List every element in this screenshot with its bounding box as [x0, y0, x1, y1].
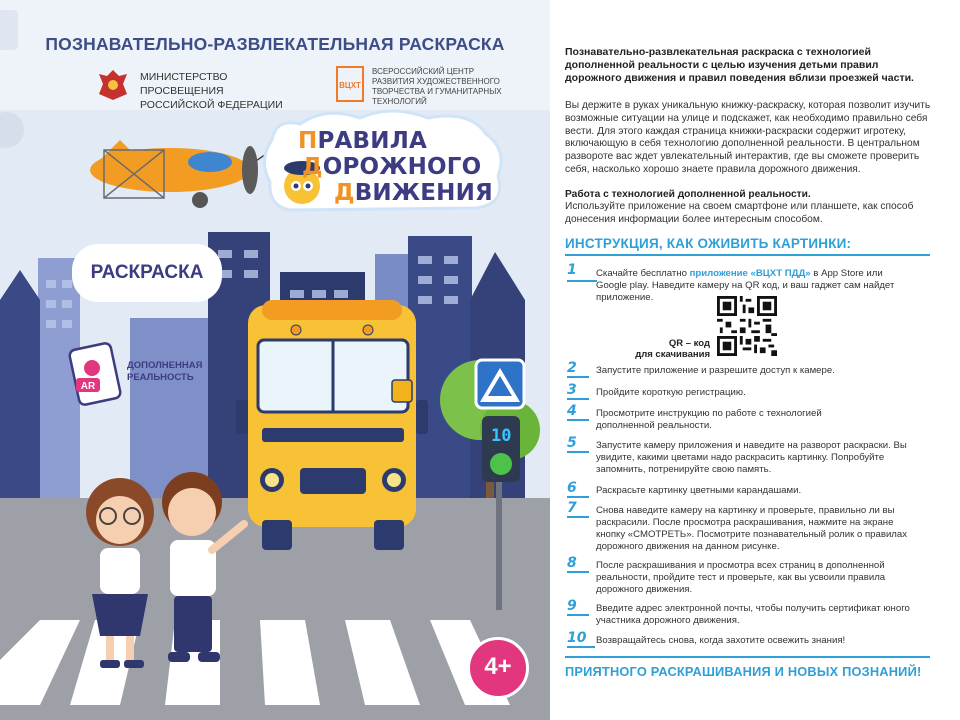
instructions-title: ИНСТРУКЦИЯ, КАК ОЖИВИТЬ КАРТИНКИ:	[565, 236, 852, 251]
qr-label-line: QR – код	[668, 338, 710, 349]
ar-label-line: ДОПОЛНЕННАЯ	[127, 360, 203, 371]
ar-label-line: РЕАЛЬНОСТЬ	[127, 372, 194, 383]
step-text-4: Просмотрите инструкцию по работе с технологией дополненной реальности.	[596, 408, 822, 431]
step-rule	[567, 419, 589, 421]
step-rule	[567, 451, 589, 453]
banner-first-letter: Д	[302, 154, 323, 180]
ministry-emblem-icon	[93, 66, 133, 104]
step-number: 5	[567, 435, 577, 451]
ar-icon	[72, 344, 124, 396]
step-text-8: После раскрашивания и просмотра всех страниц в дополненной реальности, пройдите тест и проверьте, как вы усвоили правила дорожного движения.	[596, 560, 886, 595]
step-number: 2	[567, 360, 577, 376]
step-rule	[567, 376, 589, 378]
bus	[236, 300, 428, 550]
center-name	[372, 67, 522, 107]
step-number: 8	[567, 555, 577, 571]
step-number: 10	[567, 630, 587, 646]
center-line: РАЗВИТИЯ ХУДОЖЕСТВЕННОГО	[372, 77, 500, 86]
instructions-page	[550, 0, 960, 720]
ministry-line: РОССИЙСКОЙ ФЕДЕРАЦИИ	[140, 99, 283, 111]
step-number: 6	[567, 480, 577, 496]
banner-rest-letters: ОРОЖНОГО	[322, 154, 482, 180]
banner-first-letter: П	[298, 128, 318, 154]
step-number: 4	[567, 403, 577, 419]
step-rule	[567, 398, 589, 400]
airplane-icon	[90, 140, 272, 208]
step-rule	[567, 646, 595, 648]
app-name: приложение «ВЦХТ ПДД»	[689, 268, 811, 279]
banner-title-line2	[302, 154, 502, 180]
banner-rest-letters: ВИЖЕНИЯ	[354, 180, 493, 206]
traffic-light-counter: 10	[491, 426, 512, 446]
step1-suffix: в App Store или Google play. Наведите камеру на QR код, и ваш гаджет сам найдет приложение.	[596, 268, 895, 303]
step-text-5: Запустите камеру приложения и наведите на разворот раскраски. Вы увидите, какими цветами надо раскрасить картинку. Попробуйте запомнить, потренируйте свою память.	[596, 440, 907, 475]
step-number: 1	[567, 262, 577, 278]
intro-title: Познавательно-развлекательная раскраска с технологией дополненной реальности с целью изучения детьми правил дорожного движения и правил поведения вблизи проезжей части.	[565, 46, 914, 84]
step-rule	[567, 280, 597, 282]
center-line: ВСЕРОССИЙСКИЙ ЦЕНТР	[372, 67, 475, 76]
step-rule	[567, 516, 589, 518]
ministry-name	[140, 70, 310, 112]
step-text-7: Снова наведите камеру на картинку и проверьте, правильно ли вы раскрасили. После просмотра раскрашивания, нажмите на экране кнопку «СМОТРЕТЬ». Посмотрите познавательный ролик о правилах дорожного движения на данном рисунке.	[596, 505, 908, 552]
step-rule	[567, 614, 589, 616]
banner-first-letter: Д	[334, 180, 355, 206]
decor-sign-icon	[0, 112, 24, 148]
building	[0, 270, 40, 498]
building	[130, 318, 220, 498]
step-number: 3	[567, 382, 577, 398]
ar-icon-text: AR	[80, 381, 96, 392]
qr-label-line: для скачивания	[635, 349, 710, 360]
step-text-9: Введите адрес электронной почты, чтобы получить сертификат юного участника дорожного движения.	[596, 603, 910, 626]
divider	[565, 656, 930, 658]
step-text-3: Пройдите короткую регистрацию.	[596, 387, 746, 398]
banner-rest-letters: РАВИЛА	[317, 128, 427, 154]
divider	[565, 254, 930, 256]
vtsht-logo-icon	[336, 66, 364, 102]
vtsht-logo-text: ВЦХТ	[339, 81, 361, 90]
step-number: 9	[567, 598, 577, 614]
ar-body: Используйте приложение на своем смартфоне или планшете, как способ донесения информации более интересным способом.	[565, 201, 914, 225]
step-text-10: Возвращайтесь снова, когда захотите освежить знания!	[596, 635, 846, 646]
ministry-line: МИНИСТЕРСТВО ПРОСВЕЩЕНИЯ	[140, 71, 228, 97]
step1-prefix: Скачайте бесплатно	[596, 268, 690, 279]
ar-label	[127, 360, 217, 384]
center-line: ТВОРЧЕСТВА И ГУМАНИТАРНЫХ	[372, 87, 502, 96]
step-rule	[567, 496, 589, 498]
cover-title: ПОЗНАВАТЕЛЬНО-РАЗВЛЕКАТЕЛЬНАЯ РАСКРАСКА	[45, 34, 505, 54]
closing-slogan: ПРИЯТНОГО РАСКРАШИВАНИЯ И НОВЫХ ПОЗНАНИЙ!	[565, 664, 922, 679]
banner-title-line1	[298, 128, 498, 154]
banner-title-line3	[334, 180, 534, 206]
center-line: ТЕХНОЛОГИЙ	[372, 97, 427, 106]
qr-label	[620, 338, 710, 360]
step-number: 7	[567, 500, 577, 516]
age-rating-label: 4+	[484, 653, 512, 680]
intro-body: Вы держите в руках уникальную книжку-раскраску, которая позволит изучить возможные ситуации на улице и подскажет, как необходимо правильно себя вести. Для этого каждая страница книжки-раскраски содержит игротеку, включающую в себя технологию дополненной реальности. В центральном развороте вас ждет увлекательный интерактив, где вы сможете проверить себя, насколько хорошо знаете правила дорожного движения.	[565, 100, 931, 175]
qr-code[interactable]	[717, 296, 777, 356]
step-text-6: Раскрасьте картинку цветными карандашами.	[596, 485, 802, 496]
step-rule	[567, 571, 589, 573]
ar-heading: Работа с технологией дополненной реальности.	[565, 189, 811, 200]
coloring-badge-label: РАСКРАСКА	[90, 262, 204, 283]
step-text-2: Запустите приложение и разрешите доступ к камере.	[596, 365, 835, 376]
